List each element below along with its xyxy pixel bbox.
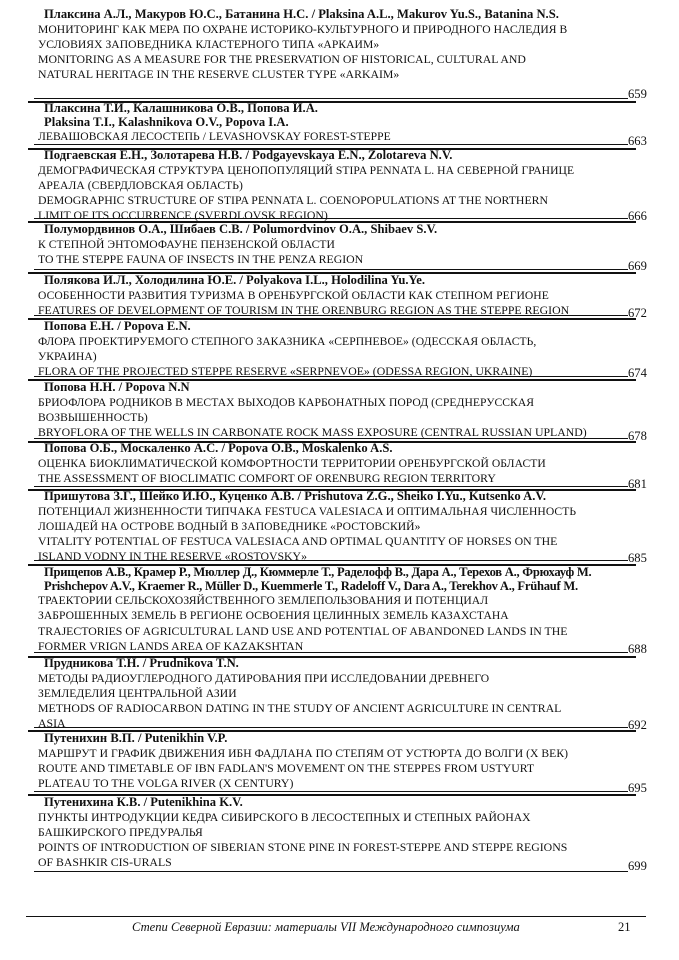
entry-page-number: 666: [628, 209, 647, 223]
toc-entry: [34, 320, 630, 379]
entry-page-number: 695: [628, 781, 647, 795]
entry-authors: Подгаевская Е.Н., Золотарева Н.В. / Podgayevskaya E.N., Zolotareva N.V.: [44, 148, 453, 162]
leader-line: [34, 98, 628, 99]
entry-page-number: 669: [628, 259, 647, 273]
entry-title-ru: ПОТЕНЦИАЛ ЖИЗНЕННОСТИ ТИПЧАКА FESTUCA VALESIACA И ОПТИМАЛЬНАЯ ЧИСЛЕННОСТЬ ЛОШАДЕЙ НА ОСТРОВЕ ВОДНЫЙ В ЗАПОВЕДНИКЕ «РОСТОВСКИЙ»: [38, 504, 577, 533]
entry-authors: Попова Е.Н. / Popova E.N.: [44, 319, 191, 333]
entry-authors: Плаксина А.Л., Макуров Ю.С., Батанина Н.С. / Plaksina A.L., Makurov Yu.S., Batanina N.S.: [44, 7, 559, 21]
entry-title-en: POINTS OF INTRODUCTION OF SIBERIAN STONE PINE IN FOREST-STEPPE AND STEPPE REGIONS OF BASHKIR CIS-URALS: [38, 840, 568, 870]
toc-entry: [34, 796, 630, 871]
leader-line: [34, 376, 628, 377]
entry-title-en: BRYOFLORA OF THE WELLS IN CARBONATE ROCK MASS EXPOSURE (CENTRAL RUSSIAN UPLAND): [38, 425, 587, 440]
entry-title-ru: ОСОБЕННОСТИ РАЗВИТИЯ ТУРИЗМА В ОРЕНБУРГСКОЙ ОБЛАСТИ КАК СТЕПНОМ РЕГИОНЕ: [38, 288, 549, 302]
entry-title-ru: ЛЕВАШОВСКАЯ ЛЕСОСТЕПЬ / LEVASHOVSKAY FOREST-STEPPE: [38, 130, 391, 143]
entry-title-en: ROUTE AND TIMETABLE OF IBN FADLAN'S MOVEMENT ON THE STEPPES FROM USTYURT PLATEAU TO THE VOLGA RIVER (X CENTURY): [38, 760, 535, 791]
entry-title-en: DEMOGRAPHIC STRUCTURE OF STIPA PENNATA L. COENOPOPULATIONS AT THE NORTHERN LIMIT OF ITS OCCURRENCE (SVERDLOVSK REGION): [38, 193, 549, 223]
entry-page-number: 688: [628, 642, 647, 656]
entry-page-number: 674: [628, 366, 647, 380]
entry-authors: Прудникова Т.Н. / Prudnikova T.N.: [44, 656, 239, 670]
entry-page-number: 678: [628, 429, 647, 443]
toc-entry: [34, 8, 630, 83]
leader-line: [34, 438, 628, 439]
page-number: 21: [618, 920, 631, 934]
toc-entry: [34, 102, 630, 144]
toc-entry: [34, 274, 630, 318]
entry-page-number: 699: [628, 859, 647, 873]
entry-title-en: TO THE STEPPE FAUNA OF INSECTS IN THE PENZA REGION: [38, 251, 364, 266]
entry-authors: Путенихин В.П. / Putenikhin V.P.: [44, 731, 228, 745]
entry-title-ru: МАРШРУТ И ГРАФИК ДВИЖЕНИЯ ИБН ФАДЛАНА ПО СТЕПЯМ ОТ УСТЮРТА ДО ВОЛГИ (X ВЕК): [38, 746, 569, 760]
entry-title-en: TRAJECTORIES OF AGRICULTURAL LAND USE AND POTENTIAL OF ABANDONED LANDS IN THE FORMER VRIGN LANDS AREA OF KAZAKSHTAN: [38, 623, 568, 653]
entry-title-en: METHODS OF RADIOCARBON DATING IN THE STUDY OF ANCIENT AGRICULTURE IN CENTRAL ASIA: [38, 701, 562, 731]
entry-page-number: 659: [628, 87, 647, 101]
entry-title-en: THE ASSESSMENT OF BIOCLIMATIC COMFORT OF ORENBURG REGION TERRITORY: [38, 470, 496, 485]
entry-authors: Полякова И.Л., Холодилина Ю.Е. / Polyakova I.L., Holodilina Yu.Ye.: [44, 273, 425, 287]
entry-page-number: 663: [628, 134, 647, 148]
leader-line: [34, 652, 628, 653]
toc-entry: [34, 732, 630, 791]
entry-authors: Плаксина Т.И., Калашникова О.В., Попова И.А. Plaksina T.I., Kalashnikova O.V., Popova I.A.: [44, 101, 318, 129]
entry-title-ru: ФЛОРА ПРОЕКТИРУЕМОГО СТЕПНОГО ЗАКАЗНИКА «СЕРПНЕВОЕ» (ОДЕССКАЯ ОБЛАСТЬ, УКРАИНА): [38, 334, 537, 363]
leader-line: [34, 269, 628, 270]
running-title: Степи Северной Евразии: материалы VII Международного симпозиума: [132, 920, 520, 934]
entry-authors: Полумордвинов О.А., Шибаев С.В. / Polumordvinov O.A., Shibaev S.V.: [44, 222, 438, 236]
entry-authors: Пришутова З.Г., Шейко И.Ю., Куценко А.В. / Prishutova Z.G., Sheiko I.Yu., Kutsenko A.V.: [44, 489, 546, 503]
entry-page-number: 692: [628, 718, 647, 732]
entry-page-number: 672: [628, 306, 647, 320]
toc-entry: [34, 566, 630, 654]
entry-title-en: FEATURES OF DEVELOPMENT OF TOURISM IN THE ORENBURG REGION AS THE STEPPE REGION: [38, 302, 570, 317]
entry-title-ru: ОЦЕНКА БИОКЛИМАТИЧЕСКОЙ КОМФОРТНОСТИ ТЕРРИТОРИИ ОРЕНБУРГСКОЙ ОБЛАСТИ: [38, 456, 546, 470]
footer-rule: [26, 916, 646, 917]
entry-title-ru: МЕТОДЫ РАДИОУГЛЕРОДНОГО ДАТИРОВАНИЯ ПРИ ИССЛЕДОВАНИИ ДРЕВНЕГО ЗЕМЛЕДЕЛИЯ ЦЕНТРАЛЬНОЙ АЗИИ: [38, 671, 490, 700]
entry-authors: Прищепов А.В., Крамер Р., Мюллер Д., Кюммерле Т., Раделофф В., Дара А., Терехов А., Фрюхауф М. Prishchepov A.V., Kraemer R., Müller D., Kuemmerle T., Radeloff V., Dara A., Terekhov A., Frühauf M.: [44, 565, 592, 593]
entry-title-ru: ПУНКТЫ ИНТРОДУКЦИИ КЕДРА СИБИРСКОГО В ЛЕСОСТЕПНЫХ И СТЕПНЫХ РАЙОНАХ БАШКИРСКОГО ПРЕДУРАЛЬЯ: [38, 810, 531, 839]
entry-title-ru: ТРАЕКТОРИИ СЕЛЬСКОХОЗЯЙСТВЕННОГО ЗЕМЛЕПОЛЬЗОВАНИЯ И ПОТЕНЦИАЛ ЗАБРОШЕННЫХ ЗЕМЕЛЬ В РЕГИОНЕ ОСВОЕНИЯ ЦЕЛИННЫХ ЗЕМЕЛЬ КАЗАХСТАНА: [38, 594, 509, 623]
entry-title-ru: К СТЕПНОЙ ЭНТОМОФАУНЕ ПЕНЗЕНСКОЙ ОБЛАСТИ: [38, 237, 335, 251]
leader-line: [34, 791, 628, 792]
entry-page-number: 681: [628, 477, 647, 491]
entry-page-number: 685: [628, 551, 647, 565]
toc-entry: [34, 149, 630, 224]
entry-authors: Попова Н.Н. / Popova N.N: [44, 380, 190, 394]
entry-title-ru: МОНИТОРИНГ КАК МЕРА ПО ОХРАНЕ ИСТОРИКО-КУЛЬТУРНОГО И ПРИРОДНОГО НАСЛЕДИЯ В УСЛОВИЯХ ЗАПОВЕДНИКА КЛАСТЕРНОГО ТИПА «АРКАИМ»: [38, 22, 568, 51]
toc-entry: [34, 223, 630, 267]
entry-title-en: MONITORING AS A MEASURE FOR THE PRESERVATION OF HISTORICAL, CULTURAL AND NATURAL HERITAGE IN THE RESERVE CLUSTER TYPE «ARKAIM»: [38, 52, 526, 82]
leader-line: [34, 486, 628, 487]
entry-title-ru: ДЕМОГРАФИЧЕСКАЯ СТРУКТУРА ЦЕНОПОПУЛЯЦИЙ STIPA PENNATA L. НА СЕВЕРНОЙ ГРАНИЦЕ АРЕАЛА (СВЕРДЛОВСКАЯ ОБЛАСТЬ): [38, 163, 575, 192]
leader-line: [34, 144, 628, 145]
leader-line: [34, 727, 628, 728]
entry-title-en: FLORA OF THE PROJECTED STEPPE RESERVE «SERPNEVOE» (ODESSA REGION, UKRAINE): [38, 364, 533, 379]
leader-line: [34, 871, 628, 872]
toc-entry: [34, 657, 630, 732]
toc-entry: [34, 381, 630, 440]
leader-line: [34, 315, 628, 316]
entry-authors: Попова О.Б., Москаленко А.С. / Popova O.B., Moskalenko A.S.: [44, 441, 393, 455]
entry-authors: Путенихина К.В. / Putenikhina K.V.: [44, 795, 243, 809]
entry-title-en: VITALITY POTENTIAL OF FESTUCA VALESIACA AND OPTIMAL QUANTITY OF HORSES ON THE ISLAND VODNY IN THE RESERVE «ROSTOVSKY»: [38, 534, 558, 564]
entry-title-ru: БРИОФЛОРА РОДНИКОВ В МЕСТАХ ВЫХОДОВ КАРБОНАТНЫХ ПОРОД (СРЕДНЕРУССКАЯ ВОЗВЫШЕННОСТЬ): [38, 395, 535, 424]
leader-line: [34, 218, 628, 219]
toc-entry: [34, 490, 630, 565]
toc-entry: [34, 442, 630, 486]
leader-line: [34, 560, 628, 561]
